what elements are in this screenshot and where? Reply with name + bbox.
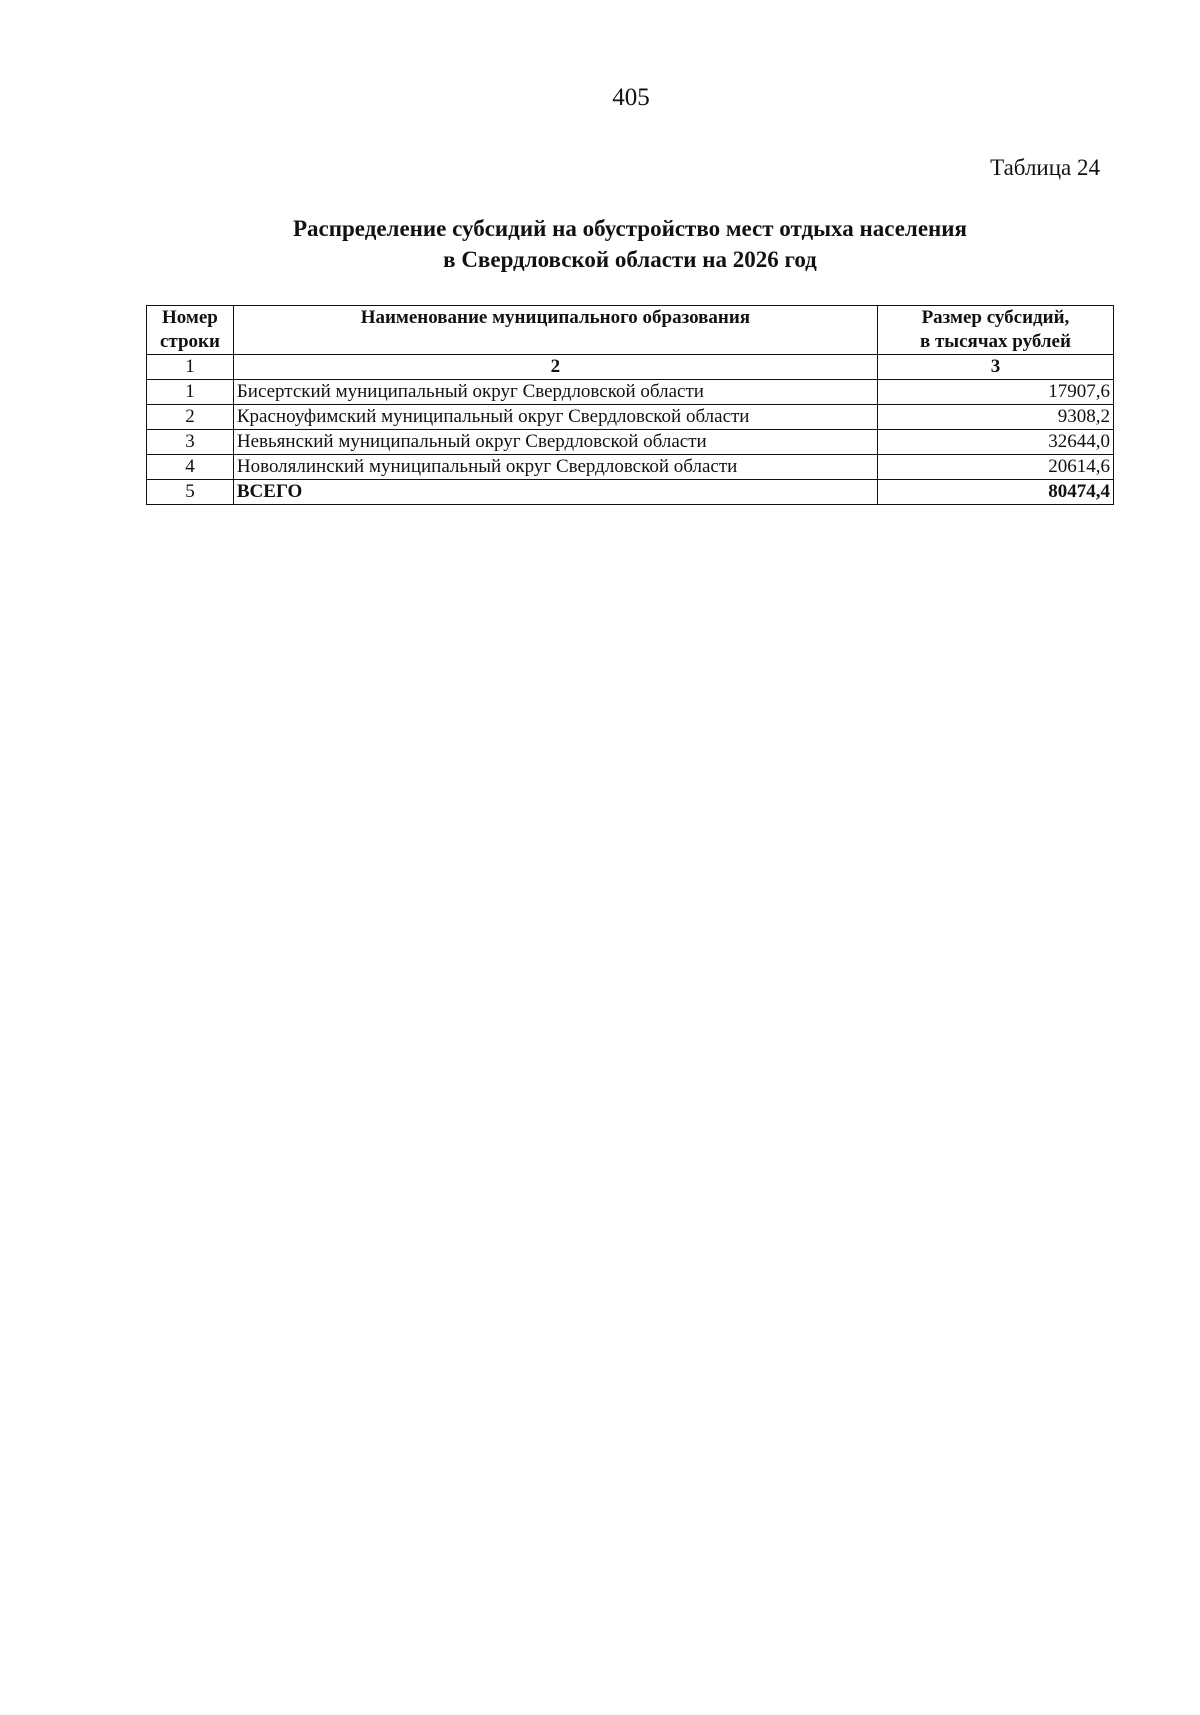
table-row [147, 380, 1114, 405]
header-subsidy-amount [877, 306, 1113, 355]
subsidy-amount-cell: 32644,0 [877, 430, 1113, 455]
table-total-row [147, 480, 1114, 505]
municipality-name-cell: Новолялинский муниципальный округ Свердловской области [233, 455, 877, 480]
municipality-name-cell: Невьянский муниципальный округ Свердловской области [233, 430, 877, 455]
municipality-name-cell: Бисертский муниципальный округ Свердловской области [233, 380, 877, 405]
header-municipality-name: Наименование муниципального образования [233, 306, 877, 355]
row-number-cell: 5 [147, 480, 234, 505]
row-number-cell: 4 [147, 455, 234, 480]
header-row-number [147, 306, 234, 355]
document-title-line-2: в Свердловской области на 2026 год [443, 247, 817, 272]
table-row [147, 430, 1114, 455]
column-number: 3 [877, 355, 1113, 380]
header-subsidy-amount-line-2: в тысячах рублей [919, 331, 1071, 352]
page-number: 405 [612, 84, 650, 111]
row-number-cell: 2 [147, 405, 234, 430]
column-number: 1 [147, 355, 234, 380]
subsidy-amount-cell: 20614,6 [877, 455, 1113, 480]
subsidy-amount-cell: 9308,2 [877, 405, 1113, 430]
table-label: Таблица 24 [990, 155, 1100, 180]
header-subsidy-amount-line-1: Размер субсидий, [921, 307, 1070, 328]
document-title-line-1: Распределение субсидий на обустройство мест отдыха населения [293, 216, 967, 241]
table-header-row [147, 306, 1114, 355]
header-row-number-line-2: строки [159, 331, 220, 352]
table-row [147, 455, 1114, 480]
column-number: 2 [233, 355, 877, 380]
total-amount-cell: 80474,4 [877, 480, 1113, 505]
column-number-row [147, 355, 1114, 380]
municipality-name-cell: Красноуфимский муниципальный округ Свердловской области [233, 405, 877, 430]
subsidies-table [146, 305, 1114, 505]
header-row-number-line-1: Номер [162, 307, 218, 328]
row-number-cell: 1 [147, 380, 234, 405]
table-row [147, 405, 1114, 430]
subsidy-amount-cell: 17907,6 [877, 380, 1113, 405]
document-title [130, 213, 1130, 275]
row-number-cell: 3 [147, 430, 234, 455]
total-label-cell: ВСЕГО [233, 480, 877, 505]
